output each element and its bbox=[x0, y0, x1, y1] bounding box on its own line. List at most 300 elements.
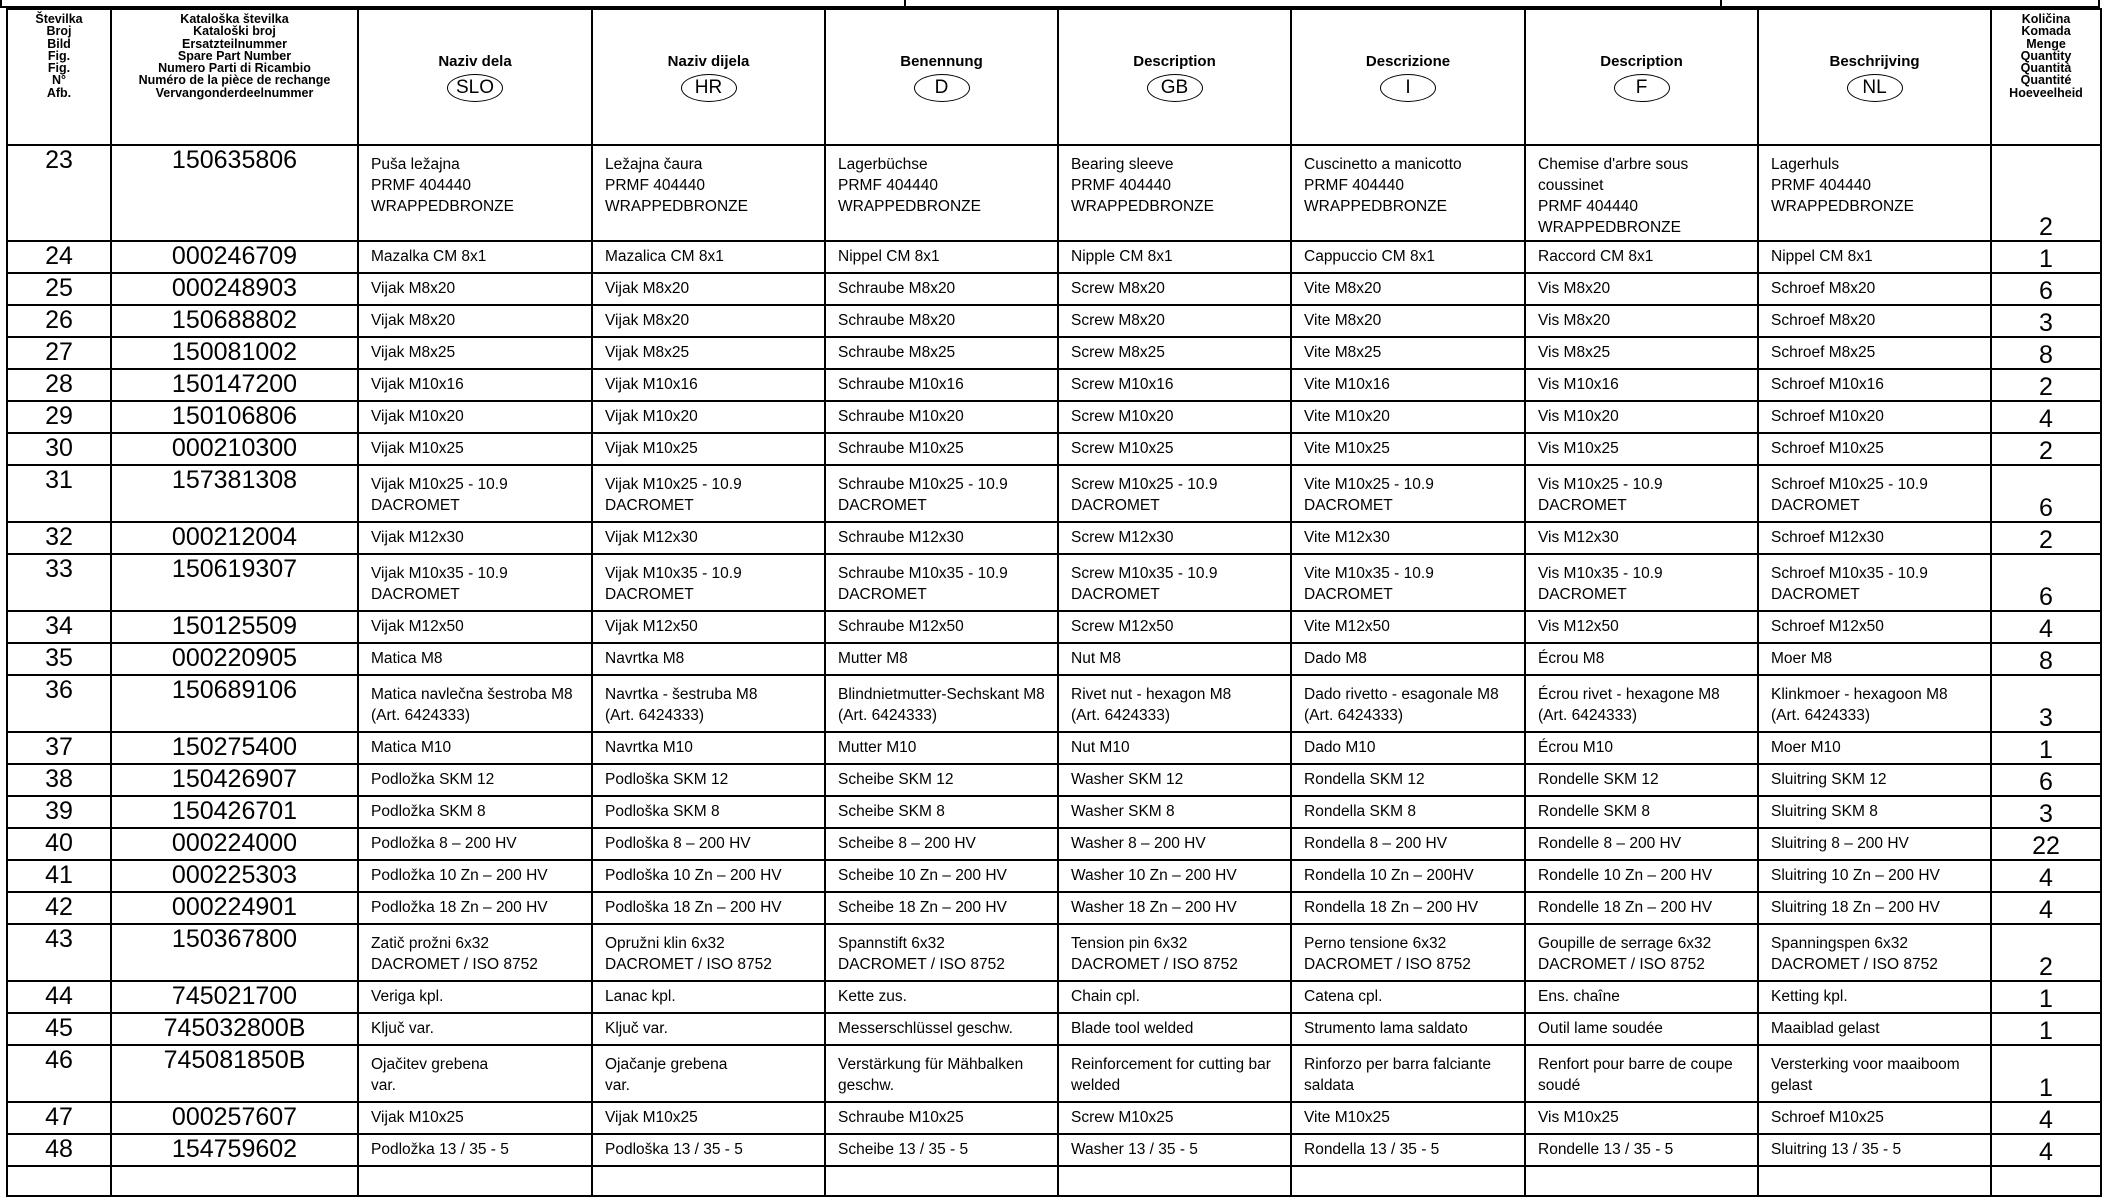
description-nl-cell: Schroef M12x30 bbox=[1758, 522, 1991, 554]
description-f-cell: Rondelle SKM 12 bbox=[1525, 764, 1758, 796]
description-d-cell: Scheibe 8 – 200 HV bbox=[825, 828, 1058, 860]
fig-number-cell: 31 bbox=[7, 465, 111, 522]
description-nl-cell: Sluitring 18 Zn – 200 HV bbox=[1758, 892, 1991, 924]
description-slo-cell: Vijak M8x20 bbox=[358, 273, 592, 305]
description-d-cell: Scheibe 13 / 35 - 5 bbox=[825, 1134, 1058, 1166]
description-hr-cell: Vijak M12x30 bbox=[592, 522, 825, 554]
description-d-cell: Scheibe SKM 12 bbox=[825, 764, 1058, 796]
empty-cell bbox=[1291, 1166, 1525, 1196]
table-row bbox=[7, 369, 2101, 401]
description-gb-cell: Nut M8 bbox=[1058, 643, 1291, 675]
description-d-cell: Schraube M12x30 bbox=[825, 522, 1058, 554]
description-gb-cell: Washer 18 Zn – 200 HV bbox=[1058, 892, 1291, 924]
description-gb-cell: Reinforcement for cutting bar welded bbox=[1058, 1045, 1291, 1102]
description-d-cell: Lagerbüchse PRMF 404440 WRAPPEDBRONZE bbox=[825, 145, 1058, 241]
description-f-cell: Ens. chaîne bbox=[1525, 981, 1758, 1013]
description-hr-cell: Podloška SKM 12 bbox=[592, 764, 825, 796]
quantity-cell: 4 bbox=[1991, 611, 2101, 643]
table-row bbox=[7, 522, 2101, 554]
quantity-cell: 2 bbox=[1991, 522, 2101, 554]
description-f-cell: Vis M12x30 bbox=[1525, 522, 1758, 554]
quantity-cell: 3 bbox=[1991, 675, 2101, 732]
empty-cell bbox=[1058, 1166, 1291, 1196]
description-i-cell: Dado rivetto - esagonale M8 (Art. 6424333) bbox=[1291, 675, 1525, 732]
top-frame-right bbox=[1720, 0, 2100, 8]
description-d-cell: Schraube M10x20 bbox=[825, 401, 1058, 433]
fig-number-cell: 32 bbox=[7, 522, 111, 554]
description-d-cell: Scheibe SKM 8 bbox=[825, 796, 1058, 828]
description-slo-cell: Podložka 13 / 35 - 5 bbox=[358, 1134, 592, 1166]
description-nl-cell: Nippel CM 8x1 bbox=[1758, 241, 1991, 273]
part-number-cell: 000225303 bbox=[111, 860, 358, 892]
description-hr-cell: Navrtka - šestruba M8 (Art. 6424333) bbox=[592, 675, 825, 732]
description-d-cell: Messerschlüssel geschw. bbox=[825, 1013, 1058, 1045]
description-d-cell: Schraube M10x25 bbox=[825, 1102, 1058, 1134]
quantity-cell: 1 bbox=[1991, 1013, 2101, 1045]
fig-number-cell: 42 bbox=[7, 892, 111, 924]
description-slo-cell: Ojačitev grebena var. bbox=[358, 1045, 592, 1102]
description-i-cell: Rondella SKM 12 bbox=[1291, 764, 1525, 796]
lang-header-gb: Description GB bbox=[1058, 9, 1291, 145]
description-hr-cell: Vijak M10x20 bbox=[592, 401, 825, 433]
top-frame-strip bbox=[0, 0, 2100, 8]
description-nl-cell: Schroef M8x25 bbox=[1758, 337, 1991, 369]
description-hr-cell: Opružni klin 6x32 DACROMET / ISO 8752 bbox=[592, 924, 825, 981]
description-slo-cell: Vijak M8x20 bbox=[358, 305, 592, 337]
description-i-cell: Cuscinetto a manicotto PRMF 404440 WRAPPEDBRONZE bbox=[1291, 145, 1525, 241]
fig-number-cell: 39 bbox=[7, 796, 111, 828]
description-slo-cell: Veriga kpl. bbox=[358, 981, 592, 1013]
part-number-cell: 000248903 bbox=[111, 273, 358, 305]
table-row bbox=[7, 1045, 2101, 1102]
description-gb-cell: Tension pin 6x32 DACROMET / ISO 8752 bbox=[1058, 924, 1291, 981]
part-number-cell: 000257607 bbox=[111, 1102, 358, 1134]
description-f-cell: Vis M10x16 bbox=[1525, 369, 1758, 401]
description-d-cell: Spannstift 6x32 DACROMET / ISO 8752 bbox=[825, 924, 1058, 981]
description-hr-cell: Podloška 18 Zn – 200 HV bbox=[592, 892, 825, 924]
description-slo-cell: Matica M8 bbox=[358, 643, 592, 675]
quantity-cell: 4 bbox=[1991, 401, 2101, 433]
fig-number-cell: 46 bbox=[7, 1045, 111, 1102]
description-slo-cell: Podložka 8 – 200 HV bbox=[358, 828, 592, 860]
part-number-cell: 150635806 bbox=[111, 145, 358, 241]
table-row bbox=[7, 764, 2101, 796]
description-gb-cell: Screw M10x16 bbox=[1058, 369, 1291, 401]
description-d-cell: Mutter M8 bbox=[825, 643, 1058, 675]
description-hr-cell: Vijak M8x20 bbox=[592, 305, 825, 337]
part-number-cell: 150688802 bbox=[111, 305, 358, 337]
description-gb-cell: Screw M10x35 - 10.9 DACROMET bbox=[1058, 554, 1291, 611]
fig-number-cell: 26 bbox=[7, 305, 111, 337]
description-nl-cell: Moer M8 bbox=[1758, 643, 1991, 675]
description-f-cell: Vis M8x20 bbox=[1525, 305, 1758, 337]
description-slo-cell: Vijak M8x25 bbox=[358, 337, 592, 369]
description-i-cell: Rondella SKM 8 bbox=[1291, 796, 1525, 828]
description-hr-cell: Navrtka M10 bbox=[592, 732, 825, 764]
description-d-cell: Schraube M12x50 bbox=[825, 611, 1058, 643]
lang-header-slo: Naziv dela SLO bbox=[358, 9, 592, 145]
empty-cell bbox=[111, 1166, 358, 1196]
quantity-cell: 1 bbox=[1991, 1045, 2101, 1102]
description-i-cell: Catena cpl. bbox=[1291, 981, 1525, 1013]
description-f-cell: Rondelle SKM 8 bbox=[1525, 796, 1758, 828]
description-f-cell: Écrou M10 bbox=[1525, 732, 1758, 764]
description-nl-cell: Klinkmoer - hexagoon M8 (Art. 6424333) bbox=[1758, 675, 1991, 732]
top-frame-middle bbox=[904, 0, 1722, 8]
description-gb-cell: Screw M12x50 bbox=[1058, 611, 1291, 643]
description-nl-cell: Sluitring 8 – 200 HV bbox=[1758, 828, 1991, 860]
description-nl-cell: Sluitring SKM 8 bbox=[1758, 796, 1991, 828]
quantity-header: Količina Komada Menge Quantity Quantità Quantité Hoeveelheid bbox=[1991, 9, 2101, 145]
description-nl-cell: Schroef M12x50 bbox=[1758, 611, 1991, 643]
description-i-cell: Rondella 8 – 200 HV bbox=[1291, 828, 1525, 860]
fig-number-cell: 36 bbox=[7, 675, 111, 732]
description-f-cell: Écrou M8 bbox=[1525, 643, 1758, 675]
description-f-cell: Vis M10x25 bbox=[1525, 433, 1758, 465]
description-gb-cell: Washer 8 – 200 HV bbox=[1058, 828, 1291, 860]
description-d-cell: Schraube M10x25 - 10.9 DACROMET bbox=[825, 465, 1058, 522]
description-i-cell: Vite M10x25 bbox=[1291, 1102, 1525, 1134]
description-slo-cell: Matica navlečna šestroba M8 (Art. 6424333) bbox=[358, 675, 592, 732]
description-d-cell: Blindnietmutter-Sechskant M8 (Art. 6424333) bbox=[825, 675, 1058, 732]
table-row bbox=[7, 796, 2101, 828]
description-gb-cell: Washer 13 / 35 - 5 bbox=[1058, 1134, 1291, 1166]
description-f-cell: Vis M8x25 bbox=[1525, 337, 1758, 369]
part-number-cell: 150147200 bbox=[111, 369, 358, 401]
description-d-cell: Schraube M10x16 bbox=[825, 369, 1058, 401]
description-i-cell: Strumento lama saldato bbox=[1291, 1013, 1525, 1045]
description-nl-cell: Spanningspen 6x32 DACROMET / ISO 8752 bbox=[1758, 924, 1991, 981]
quantity-cell: 6 bbox=[1991, 764, 2101, 796]
description-nl-cell: Schroef M8x20 bbox=[1758, 273, 1991, 305]
description-gb-cell: Washer 10 Zn – 200 HV bbox=[1058, 860, 1291, 892]
lang-header-f: Description F bbox=[1525, 9, 1758, 145]
table-row bbox=[7, 892, 2101, 924]
fig-number-cell: 45 bbox=[7, 1013, 111, 1045]
quantity-cell: 4 bbox=[1991, 892, 2101, 924]
quantity-cell: 1 bbox=[1991, 732, 2101, 764]
description-slo-cell: Mazalka CM 8x1 bbox=[358, 241, 592, 273]
description-nl-cell: Versterking voor maaiboom gelast bbox=[1758, 1045, 1991, 1102]
part-number-cell: 000246709 bbox=[111, 241, 358, 273]
description-gb-cell: Blade tool welded bbox=[1058, 1013, 1291, 1045]
language-code-badge: HR bbox=[681, 74, 737, 102]
fig-number-cell: 34 bbox=[7, 611, 111, 643]
description-slo-cell: Podložka 18 Zn – 200 HV bbox=[358, 892, 592, 924]
table-row bbox=[7, 145, 2101, 241]
fig-number-cell: 23 bbox=[7, 145, 111, 241]
fig-number-cell: 38 bbox=[7, 764, 111, 796]
quantity-cell: 3 bbox=[1991, 305, 2101, 337]
description-slo-cell: Puša ležajna PRMF 404440 WRAPPEDBRONZE bbox=[358, 145, 592, 241]
description-i-cell: Vite M10x25 - 10.9 DACROMET bbox=[1291, 465, 1525, 522]
empty-cell bbox=[1991, 1166, 2101, 1196]
description-i-cell: Cappuccio CM 8x1 bbox=[1291, 241, 1525, 273]
table-row bbox=[7, 337, 2101, 369]
quantity-cell: 1 bbox=[1991, 241, 2101, 273]
empty-cell bbox=[1758, 1166, 1991, 1196]
description-f-cell: Chemise d'arbre sous coussinet PRMF 404440 WRAPPEDBRONZE bbox=[1525, 145, 1758, 241]
description-i-cell: Vite M10x16 bbox=[1291, 369, 1525, 401]
description-d-cell: Schraube M8x25 bbox=[825, 337, 1058, 369]
table-row bbox=[7, 924, 2101, 981]
part-number-cell: 000220905 bbox=[111, 643, 358, 675]
description-f-cell: Rondelle 18 Zn – 200 HV bbox=[1525, 892, 1758, 924]
description-hr-cell: Podloška SKM 8 bbox=[592, 796, 825, 828]
table-row bbox=[7, 675, 2101, 732]
part-number-cell: 150689106 bbox=[111, 675, 358, 732]
description-i-cell: Vite M10x35 - 10.9 DACROMET bbox=[1291, 554, 1525, 611]
description-d-cell: Schraube M10x35 - 10.9 DACROMET bbox=[825, 554, 1058, 611]
description-i-cell: Dado M8 bbox=[1291, 643, 1525, 675]
language-code-badge: SLO bbox=[447, 74, 503, 102]
description-slo-cell: Vijak M10x16 bbox=[358, 369, 592, 401]
description-f-cell: Goupille de serrage 6x32 DACROMET / ISO 8752 bbox=[1525, 924, 1758, 981]
part-number-cell: 150426907 bbox=[111, 764, 358, 796]
description-d-cell: Scheibe 10 Zn – 200 HV bbox=[825, 860, 1058, 892]
fig-number-cell: 37 bbox=[7, 732, 111, 764]
description-f-cell: Vis M10x25 - 10.9 DACROMET bbox=[1525, 465, 1758, 522]
quantity-cell: 8 bbox=[1991, 337, 2101, 369]
quantity-cell: 4 bbox=[1991, 1102, 2101, 1134]
description-d-cell: Schraube M10x25 bbox=[825, 433, 1058, 465]
description-i-cell: Vite M8x20 bbox=[1291, 305, 1525, 337]
table-row bbox=[7, 401, 2101, 433]
fig-number-cell: 43 bbox=[7, 924, 111, 981]
description-f-cell: Écrou rivet - hexagone M8 (Art. 6424333) bbox=[1525, 675, 1758, 732]
description-d-cell: Verstärkung für Mähbalken geschw. bbox=[825, 1045, 1058, 1102]
description-nl-cell: Schroef M10x25 - 10.9 DACROMET bbox=[1758, 465, 1991, 522]
description-f-cell: Vis M12x50 bbox=[1525, 611, 1758, 643]
spare-parts-table bbox=[6, 8, 2102, 1197]
language-code-badge: I bbox=[1380, 74, 1436, 102]
description-d-cell: Mutter M10 bbox=[825, 732, 1058, 764]
description-gb-cell: Screw M10x25 bbox=[1058, 433, 1291, 465]
description-hr-cell: Vijak M10x35 - 10.9 DACROMET bbox=[592, 554, 825, 611]
part-number-cell: 000224000 bbox=[111, 828, 358, 860]
part-number-cell: 150125509 bbox=[111, 611, 358, 643]
description-hr-cell: Vijak M12x50 bbox=[592, 611, 825, 643]
fig-number-cell: 25 bbox=[7, 273, 111, 305]
description-f-cell: Rondelle 8 – 200 HV bbox=[1525, 828, 1758, 860]
description-f-cell: Vis M10x20 bbox=[1525, 401, 1758, 433]
table-header-row bbox=[7, 9, 2101, 145]
quantity-cell: 6 bbox=[1991, 554, 2101, 611]
table-row bbox=[7, 732, 2101, 764]
description-slo-cell: Vijak M12x50 bbox=[358, 611, 592, 643]
description-i-cell: Rondella 13 / 35 - 5 bbox=[1291, 1134, 1525, 1166]
description-i-cell: Vite M12x30 bbox=[1291, 522, 1525, 554]
lang-header-d: Benennung D bbox=[825, 9, 1058, 145]
table-row bbox=[7, 611, 2101, 643]
table-row bbox=[7, 860, 2101, 892]
description-i-cell: Rondella 10 Zn – 200HV bbox=[1291, 860, 1525, 892]
part-number-cell: 150426701 bbox=[111, 796, 358, 828]
description-gb-cell: Screw M8x20 bbox=[1058, 273, 1291, 305]
description-f-cell: Renfort pour barre de coupe soudé bbox=[1525, 1045, 1758, 1102]
part-number-cell: 745081850B bbox=[111, 1045, 358, 1102]
description-i-cell: Vite M12x50 bbox=[1291, 611, 1525, 643]
fig-number-cell: 30 bbox=[7, 433, 111, 465]
description-gb-cell: Screw M10x25 bbox=[1058, 1102, 1291, 1134]
description-slo-cell: Vijak M10x25 bbox=[358, 1102, 592, 1134]
table-row bbox=[7, 554, 2101, 611]
fig-number-cell: 40 bbox=[7, 828, 111, 860]
description-hr-cell: Podloška 8 – 200 HV bbox=[592, 828, 825, 860]
language-code-badge: NL bbox=[1847, 74, 1903, 102]
description-nl-cell: Sluitring 10 Zn – 200 HV bbox=[1758, 860, 1991, 892]
part-number-cell: 150275400 bbox=[111, 732, 358, 764]
table-row bbox=[7, 1134, 2101, 1166]
description-i-cell: Vite M10x20 bbox=[1291, 401, 1525, 433]
description-slo-cell: Zatič prožni 6x32 DACROMET / ISO 8752 bbox=[358, 924, 592, 981]
description-d-cell: Kette zus. bbox=[825, 981, 1058, 1013]
description-slo-cell: Matica M10 bbox=[358, 732, 592, 764]
lang-header-i: Descrizione I bbox=[1291, 9, 1525, 145]
language-code-badge: D bbox=[914, 74, 970, 102]
description-nl-cell: Sluitring SKM 12 bbox=[1758, 764, 1991, 796]
table-row bbox=[7, 465, 2101, 522]
description-slo-cell: Podložka 10 Zn – 200 HV bbox=[358, 860, 592, 892]
description-i-cell: Vite M8x20 bbox=[1291, 273, 1525, 305]
description-gb-cell: Screw M8x25 bbox=[1058, 337, 1291, 369]
fig-number-cell: 48 bbox=[7, 1134, 111, 1166]
part-number-cell: 150106806 bbox=[111, 401, 358, 433]
quantity-cell: 6 bbox=[1991, 465, 2101, 522]
description-hr-cell: Podloška 10 Zn – 200 HV bbox=[592, 860, 825, 892]
description-gb-cell: Screw M12x30 bbox=[1058, 522, 1291, 554]
table-row bbox=[7, 273, 2101, 305]
part-number-cell: 157381308 bbox=[111, 465, 358, 522]
description-hr-cell: Vijak M8x20 bbox=[592, 273, 825, 305]
description-slo-cell: Vijak M12x30 bbox=[358, 522, 592, 554]
description-nl-cell: Schroef M10x20 bbox=[1758, 401, 1991, 433]
fig-number-cell: 47 bbox=[7, 1102, 111, 1134]
quantity-cell: 2 bbox=[1991, 433, 2101, 465]
description-hr-cell: Vijak M8x25 bbox=[592, 337, 825, 369]
description-nl-cell: Ketting kpl. bbox=[1758, 981, 1991, 1013]
quantity-cell: 1 bbox=[1991, 981, 2101, 1013]
table-row bbox=[7, 828, 2101, 860]
fig-number-cell: 41 bbox=[7, 860, 111, 892]
quantity-cell: 4 bbox=[1991, 860, 2101, 892]
description-gb-cell: Washer SKM 12 bbox=[1058, 764, 1291, 796]
description-hr-cell: Vijak M10x25 bbox=[592, 1102, 825, 1134]
description-d-cell: Nippel CM 8x1 bbox=[825, 241, 1058, 273]
description-hr-cell: Lanac kpl. bbox=[592, 981, 825, 1013]
fig-number-cell: 29 bbox=[7, 401, 111, 433]
language-code-badge: GB bbox=[1147, 74, 1203, 102]
description-gb-cell: Screw M10x20 bbox=[1058, 401, 1291, 433]
description-i-cell: Dado M10 bbox=[1291, 732, 1525, 764]
top-frame-left bbox=[0, 0, 906, 8]
table-row bbox=[7, 1013, 2101, 1045]
description-i-cell: Rinforzo per barra falciante saldata bbox=[1291, 1045, 1525, 1102]
empty-row bbox=[7, 1166, 2101, 1196]
quantity-cell: 2 bbox=[1991, 145, 2101, 241]
description-f-cell: Rondelle 13 / 35 - 5 bbox=[1525, 1134, 1758, 1166]
part-number-cell: 150081002 bbox=[111, 337, 358, 369]
description-nl-cell: Maaiblad gelast bbox=[1758, 1013, 1991, 1045]
description-slo-cell: Podložka SKM 8 bbox=[358, 796, 592, 828]
description-f-cell: Vis M8x20 bbox=[1525, 273, 1758, 305]
description-gb-cell: Chain cpl. bbox=[1058, 981, 1291, 1013]
table-body bbox=[7, 145, 2101, 1196]
fig-number-header: Številka Broj Bild Fig. Fig. N° Afb. bbox=[7, 9, 111, 145]
quantity-cell: 4 bbox=[1991, 1134, 2101, 1166]
part-number-cell: 000212004 bbox=[111, 522, 358, 554]
description-f-cell: Rondelle 10 Zn – 200 HV bbox=[1525, 860, 1758, 892]
quantity-cell: 6 bbox=[1991, 273, 2101, 305]
table-row bbox=[7, 1102, 2101, 1134]
description-f-cell: Vis M10x25 bbox=[1525, 1102, 1758, 1134]
lang-header-hr: Naziv dijela HR bbox=[592, 9, 825, 145]
description-hr-cell: Vijak M10x16 bbox=[592, 369, 825, 401]
empty-cell bbox=[825, 1166, 1058, 1196]
table-row bbox=[7, 981, 2101, 1013]
description-hr-cell: Navrtka M8 bbox=[592, 643, 825, 675]
description-hr-cell: Ležajna čaura PRMF 404440 WRAPPEDBRONZE bbox=[592, 145, 825, 241]
quantity-cell: 8 bbox=[1991, 643, 2101, 675]
description-slo-cell: Podložka SKM 12 bbox=[358, 764, 592, 796]
table-row bbox=[7, 643, 2101, 675]
description-nl-cell: Lagerhuls PRMF 404440 WRAPPEDBRONZE bbox=[1758, 145, 1991, 241]
description-hr-cell: Vijak M10x25 - 10.9 DACROMET bbox=[592, 465, 825, 522]
table-row bbox=[7, 433, 2101, 465]
description-hr-cell: Ključ var. bbox=[592, 1013, 825, 1045]
description-slo-cell: Vijak M10x20 bbox=[358, 401, 592, 433]
description-i-cell: Rondella 18 Zn – 200 HV bbox=[1291, 892, 1525, 924]
part-number-cell: 154759602 bbox=[111, 1134, 358, 1166]
description-d-cell: Schraube M8x20 bbox=[825, 273, 1058, 305]
description-nl-cell: Schroef M8x20 bbox=[1758, 305, 1991, 337]
description-slo-cell: Vijak M10x35 - 10.9 DACROMET bbox=[358, 554, 592, 611]
description-i-cell: Vite M8x25 bbox=[1291, 337, 1525, 369]
description-gb-cell: Nut M10 bbox=[1058, 732, 1291, 764]
fig-number-cell: 28 bbox=[7, 369, 111, 401]
description-d-cell: Scheibe 18 Zn – 200 HV bbox=[825, 892, 1058, 924]
description-gb-cell: Screw M8x20 bbox=[1058, 305, 1291, 337]
description-f-cell: Outil lame soudée bbox=[1525, 1013, 1758, 1045]
quantity-cell: 2 bbox=[1991, 924, 2101, 981]
description-f-cell: Vis M10x35 - 10.9 DACROMET bbox=[1525, 554, 1758, 611]
fig-number-cell: 33 bbox=[7, 554, 111, 611]
description-hr-cell: Mazalica CM 8x1 bbox=[592, 241, 825, 273]
description-gb-cell: Washer SKM 8 bbox=[1058, 796, 1291, 828]
table-row bbox=[7, 241, 2101, 273]
description-gb-cell: Screw M10x25 - 10.9 DACROMET bbox=[1058, 465, 1291, 522]
description-d-cell: Schraube M8x20 bbox=[825, 305, 1058, 337]
fig-number-cell: 27 bbox=[7, 337, 111, 369]
description-hr-cell: Vijak M10x25 bbox=[592, 433, 825, 465]
description-hr-cell: Ojačanje grebena var. bbox=[592, 1045, 825, 1102]
empty-cell bbox=[358, 1166, 592, 1196]
empty-cell bbox=[7, 1166, 111, 1196]
description-gb-cell: Nipple CM 8x1 bbox=[1058, 241, 1291, 273]
part-number-cell: 745021700 bbox=[111, 981, 358, 1013]
table-row bbox=[7, 305, 2101, 337]
description-i-cell: Vite M10x25 bbox=[1291, 433, 1525, 465]
empty-cell bbox=[1525, 1166, 1758, 1196]
description-f-cell: Raccord CM 8x1 bbox=[1525, 241, 1758, 273]
description-gb-cell: Rivet nut - hexagon M8 (Art. 6424333) bbox=[1058, 675, 1291, 732]
part-number-cell: 150619307 bbox=[111, 554, 358, 611]
language-code-badge: F bbox=[1614, 74, 1670, 102]
description-gb-cell: Bearing sleeve PRMF 404440 WRAPPEDBRONZE bbox=[1058, 145, 1291, 241]
quantity-cell: 22 bbox=[1991, 828, 2101, 860]
part-number-cell: 745032800B bbox=[111, 1013, 358, 1045]
fig-number-cell: 44 bbox=[7, 981, 111, 1013]
